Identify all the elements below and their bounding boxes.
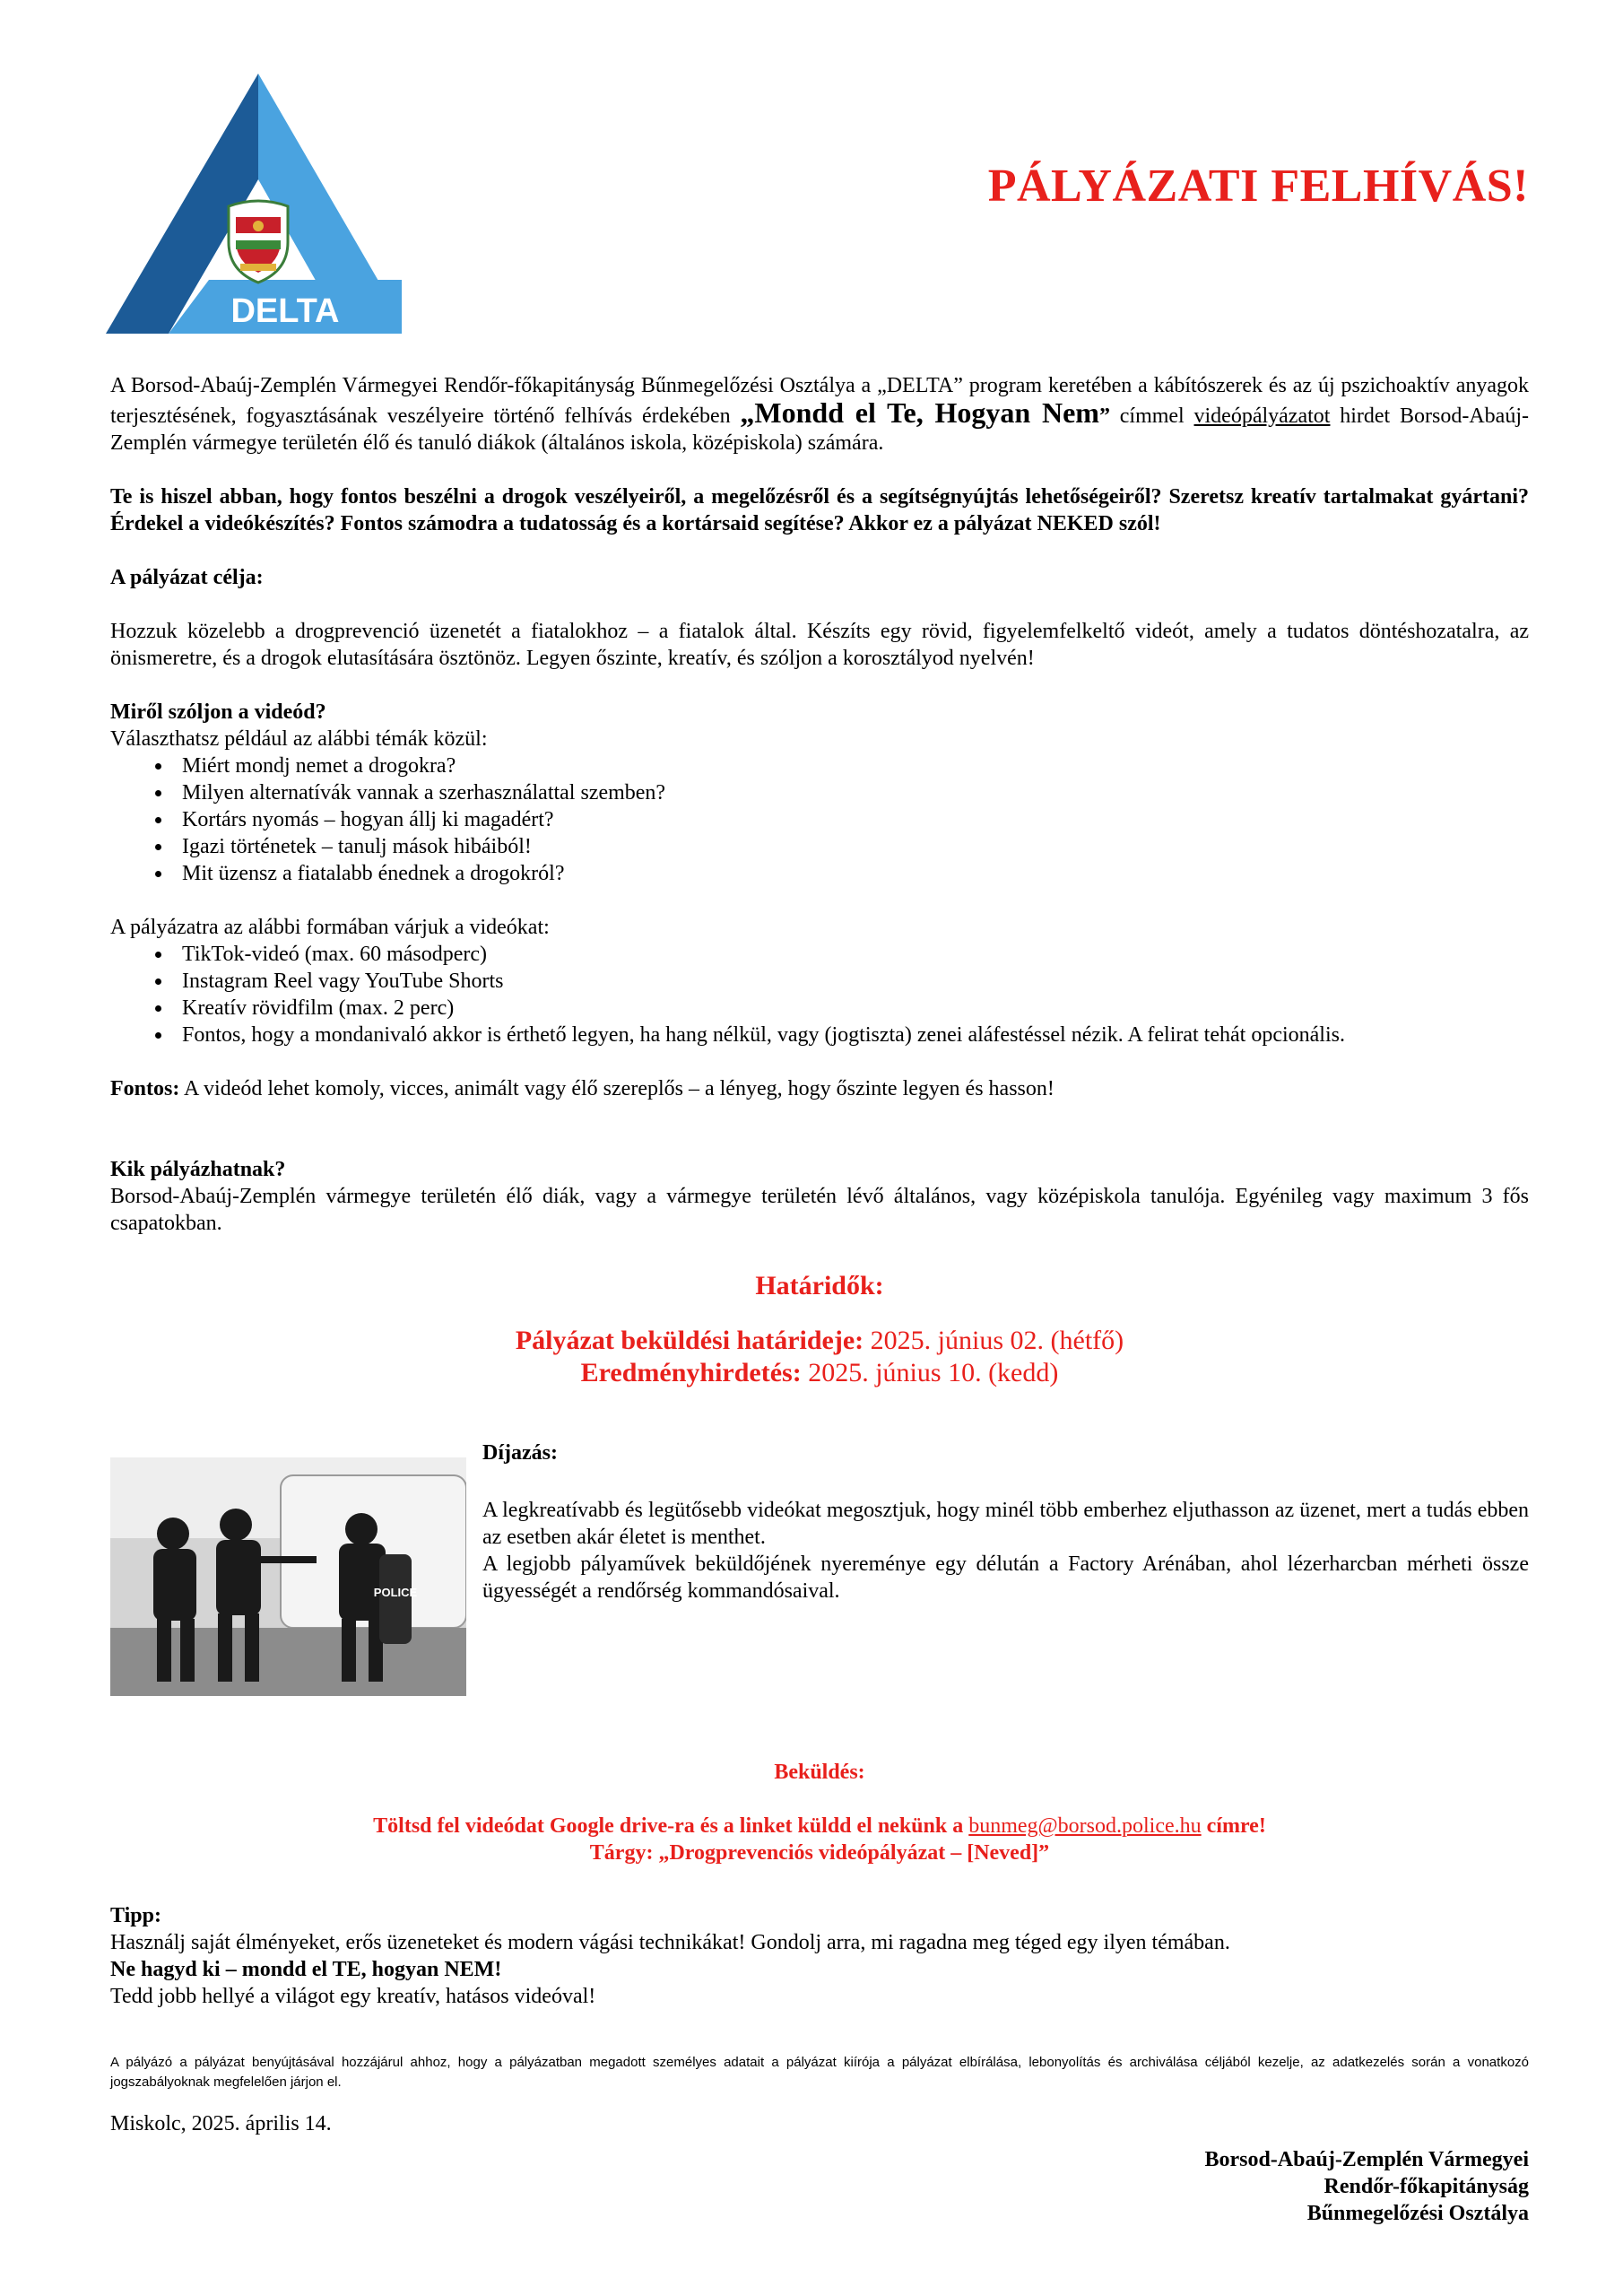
topics-intro: Választhatsz például az alábbi témák közül: [110,727,488,751]
goal-heading: A pályázat célja: [110,566,264,589]
intro-part2: címmel [1109,404,1194,428]
signature-line: Rendőr-főkapitányság [1324,2175,1529,2198]
list-item: • Mit üzensz a fiatalabb énednek a drogokról? [173,860,1529,887]
intro-paragraph [110,372,1529,457]
main-content [110,372,1529,2227]
important-text: A videód lehet komoly, vicces, animált vagy élő szereplős – a lényeg, hogy őszinte legyen és hasson! [179,1077,1055,1100]
who-text: Borsod-Abaúj-Zemplén vármegye területén élő diák, vagy a vármegye területén lévő általános, vagy középiskola tanulója. Egyénileg vagy maximum 3 fős csapatokban. [110,1185,1529,1235]
prize-text-block [482,1439,1529,1605]
email-link[interactable]: bunmeg@borsod.police.hu [968,1814,1202,1838]
important-note [110,1075,1529,1102]
list-item: • Igazi történetek – tanulj mások hibáiból! [173,833,1529,860]
list-item: • Kortárs nyomás – hogyan állj ki magadért? [173,806,1529,833]
tip-slogan: Ne hagyd ki – mondd el TE, hogyan NEM! [110,1958,502,1981]
page-title: PÁLYÁZATI FELHÍVÁS! [987,161,1529,212]
list-item: • Fontos, hogy a mondanivaló akkor is érthető legyen, ha hang nélkül, vagy (jogtiszta) zenei aláfestéssel nézik. A felirat tehát opcionális. [173,1022,1529,1048]
list-item: • Kreatív rövidfilm (max. 2 perc) [173,995,1529,1022]
campaign-slogan-end: ” [1098,404,1110,428]
send-subject: Tárgy: „Drogprevenciós videópályázat – [Neved]” [589,1841,1050,1865]
list-item: • Instagram Reel vagy YouTube Shorts [173,968,1529,995]
list-item: • TikTok-videó (max. 60 másodperc) [173,941,1529,968]
signature-line: Bűnmegelőzési Osztálya [1306,2202,1529,2225]
prize-text-2: A legjobb pályaművek beküldőjének nyereménye egy délután a Factory Arénában, ahol lézerharcban mérheti össze ügyességét a rendőrség kommandósaival. [482,1552,1529,1603]
prize-text-1: A legkreatívabb és legütősebb videókat megosztjuk, hogy minél több emberhez eljuthasson az üzenet, mert a tudás ebben az esetben akár életet is menthet. [482,1499,1529,1549]
submit-deadline-label: Pályázat beküldési határideje: [515,1326,864,1355]
list-item: • Miért mondj nemet a drogokra? [173,752,1529,779]
submit-deadline [110,1325,1529,1357]
tip-text: Használj saját élményeket, erős üzeneteket és modern vágási technikákat! Gondolj arra, mi ragadna meg téged egy ilyen témában. [110,1931,1230,1954]
shield-label: POLICE [373,1586,418,1599]
send-line-1-pre: Töltsd fel videódat Google drive-ra és a linket küldd el nekünk a [373,1814,969,1838]
send-instructions [110,1813,1529,1866]
logo-text: DELTA [230,292,340,330]
important-label: Fontos: [110,1077,180,1100]
list-item: • Milyen alternatívák vannak a szerhasználattal szemben? [173,779,1529,806]
hook-paragraph: Te is hiszel abban, hogy fontos beszélni a drogok veszélyeiről, a megelőzésről és a segítségnyújtás lehetőségeiről? Szeretsz kreatív tartalmakat gyártani? Érdekel a videókészítés? Fontos számodra a tudatosság és a kortársaid segítése? Akkor ez a pályázat NEKED szól! [110,485,1529,535]
formats-list [110,941,1529,1048]
topics-list [110,752,1529,887]
result-date-value: 2025. június 10. (kedd) [801,1358,1059,1387]
tip-heading: Tipp: [110,1904,161,1927]
intro-underlined: videópályázatot [1193,404,1331,428]
goal-text: Hozzuk közelebb a drogprevenció üzenetét a fiatalokhoz – a fiatalok által. Készíts egy rövid, figyelemfelkeltő videót, amely a tudatos döntéshozatalra, az önismeretre, és a drogok elutasítására ösztönöz. Legyen őszinte, kreatív, és szóljon a korosztályod nyelvén! [110,620,1529,670]
police-commando-photo [110,1457,466,1696]
topics-heading: Miről szóljon a videód? [110,700,326,724]
signature-block [110,2146,1529,2227]
place-date: Miskolc, 2025. április 14. [110,2112,332,2135]
formats-intro: A pályázatra az alábbi formában várjuk a videókat: [110,916,550,939]
signature-line: Borsod-Abaúj-Zemplén Vármegyei [1204,2148,1529,2171]
prize-heading: Díjazás: [482,1441,558,1465]
deadlines-heading: Határidők: [755,1271,884,1300]
intro-part3: hirdet Borsod-Abaúj-Zemplén vármegye területén élő és tanuló diákok (általános iskola, középiskola) számára. [110,404,1529,455]
result-date-label: Eredményhirdetés: [580,1358,802,1387]
prize-section [110,1439,1529,1678]
result-date [110,1357,1529,1389]
police-crest-icon [229,201,288,283]
delta-logo [106,74,402,334]
tip-closing: Tedd jobb hellyé a világot egy kreatív, hatásos videóval! [110,1985,596,2008]
who-heading: Kik pályázhatnak? [110,1158,286,1181]
send-heading: Beküldés: [774,1761,865,1784]
send-line-1 [110,1813,1529,1839]
intro-part1: A Borsod-Abaúj-Zemplén Vármegyei Rendőr-főkapitányság Bűnmegelőzési Osztálya a „DELTA” program keretében a kábítószerek és az új pszichoaktív anyagok terjesztésének, fogyasztásának veszélyeire történő felhívás érdekében [110,374,1529,428]
privacy-disclaimer: A pályázó a pályázat benyújtásával hozzájárul ahhoz, hogy a pályázatban megadott személyes adatait a pályázat kiírója a pályázat elbírálása, lebonyolítás és archiválása céljából kezelje, az adatkezelés során a vonatkozó jogszabályoknak megfelelően járjon el. [110,2055,1529,2090]
campaign-slogan: „Mondd el Te, Hogyan Nem [740,396,1099,429]
submit-deadline-value: 2025. június 02. (hétfő) [864,1326,1124,1355]
send-line-1-post: címre! [1201,1814,1266,1838]
deadlines-block [110,1325,1529,1389]
